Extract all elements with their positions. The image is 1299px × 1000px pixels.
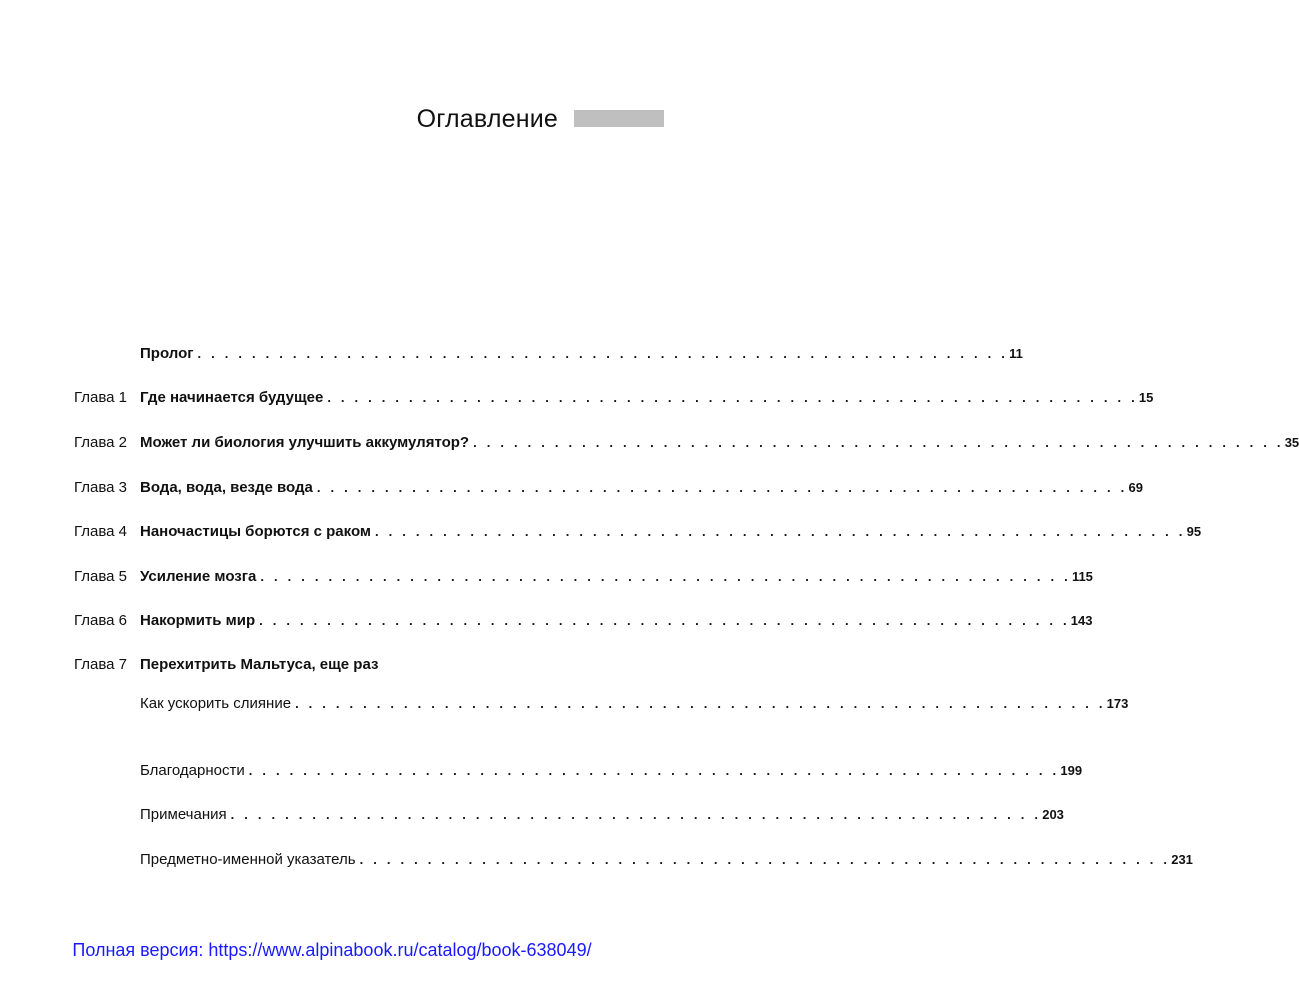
toc-entry (140, 848, 1193, 872)
entry-title: Как ускорить слияние (140, 695, 292, 712)
dot-leader: . . . . . . . . . . . . . . . . . . . . . . . . . . . . . . . . . . . . . . . . . . . . . . . . . . . . . . . . . . . . (248, 763, 1060, 778)
toc-entry (140, 803, 1064, 827)
toc-entry (140, 431, 1299, 455)
dot-leader: . . . . . . . . . . . . . . . . . . . . . . . . . . . . . . . . . . . . . . . . . . . . . . . . . . . . . . . . . . . . (259, 613, 1070, 628)
dot-leader: . . . . . . . . . . . . . . . . . . . . . . . . . . . . . . . . . . . . . . . . . . . . . . . . . . . . . . . . . . . . (316, 480, 1128, 495)
toc-row-chapter-3[interactable] (0, 476, 1143, 500)
toc-entry (140, 692, 1129, 716)
dot-leader: . . . . . . . . . . . . . . . . . . . . . . . . . . . . . . . . . . . . . . . . . . . . . . . . . . . . . . . . . . . . (375, 524, 1186, 539)
chapter-label: Глава 6 (74, 612, 128, 629)
toc-row-chapter-7-sub[interactable] (0, 692, 1129, 716)
page-number: 15 (1138, 390, 1154, 405)
page-title: Оглавление (416, 105, 558, 133)
page-number: 11 (1009, 346, 1023, 361)
title-accent-bar (574, 110, 664, 127)
entry-title: Где начинается будущее (140, 389, 324, 406)
dot-leader: . . . . . . . . . . . . . . . . . . . . . . . . . . . . . . . . . . . . . . . . . . . . . . . . . . . . . . . . . . . . (197, 346, 1009, 361)
entry-title: Усиление мозга (140, 568, 257, 585)
toc-row-chapter-2[interactable] (0, 431, 1299, 455)
dot-leader: . . . . . . . . . . . . . . . . . . . . . . . . . . . . . . . . . . . . . . . . . . . . . . . . . . . . . . . . . . . . (230, 807, 1042, 822)
entry-title: Перехитрить Мальтуса, еще раз (140, 656, 379, 673)
toc-row-chapter-7[interactable] (0, 653, 664, 677)
page-number: 173 (1106, 696, 1129, 711)
toc-row-prologue[interactable] (0, 342, 1023, 366)
dot-leader: . . . . . . . . . . . . . . . . . . . . . . . . . . . . . . . . . . . . . . . . . . . . . . . . . . . . . . . . . . . . (295, 696, 1106, 711)
full-version-link[interactable]: Полная версия: https://www.alpinabook.ru/catalog/book-638049/ (72, 940, 592, 960)
page-number: 95 (1186, 524, 1202, 539)
chapter-label: Глава 7 (74, 656, 128, 673)
chapter-label: Глава 5 (74, 568, 128, 585)
dot-leader: . . . . . . . . . . . . . . . . . . . . . . . . . . . . . . . . . . . . . . . . . . . . . . . . . . . . . . . . . . . . (327, 390, 1138, 405)
page-number: 143 (1070, 613, 1093, 628)
dot-leader: . . . . . . . . . . . . . . . . . . . . . . . . . . . . . . . . . . . . . . . . . . . . . . . . . . . . . . . . . . . . (260, 569, 1071, 584)
entry-title: Вода, вода, везде вода (140, 479, 313, 496)
entry-title: Примечания (140, 806, 227, 823)
entry-title: Пролог (140, 345, 194, 362)
entry-title: Может ли биология улучшить аккумулятор? (140, 434, 470, 451)
toc-row-acknowledgements[interactable] (0, 759, 1083, 783)
page-number: 35 (1284, 435, 1299, 450)
dot-leader: . . . . . . . . . . . . . . . . . . . . . . . . . . . . . . . . . . . . . . . . . . . . . . . . . . . . . . . . . . . . (473, 435, 1284, 450)
entry-title: Накормить мир (140, 612, 256, 629)
page-number: 69 (1128, 480, 1143, 495)
dot-leader: . . . . . . . . . . . . . . . . . . . . . . . . . . . . . . . . . . . . . . . . . . . . . . . . . . . . . . . . . . . . (359, 852, 1171, 867)
toc-entry (140, 565, 1093, 589)
chapter-label: Глава 1 (74, 389, 128, 406)
toc-entry (140, 653, 556, 677)
toc-row-index[interactable] (0, 848, 1193, 872)
toc-row-chapter-5[interactable] (0, 565, 1093, 589)
chapter-label: Глава 3 (74, 479, 128, 496)
toc-entry (140, 759, 1083, 783)
toc-row-chapter-1[interactable] (0, 386, 1154, 410)
toc-row-chapter-6[interactable] (0, 609, 1093, 633)
chapter-label: Глава 4 (74, 523, 128, 540)
toc-entry (140, 476, 1143, 500)
page-number: 199 (1060, 763, 1083, 778)
toc-row-chapter-4[interactable] (0, 520, 1202, 544)
toc-entry (140, 609, 1093, 633)
chapter-label: Глава 2 (74, 434, 128, 451)
toc-row-notes[interactable] (0, 803, 1064, 827)
toc-entry (140, 342, 1023, 366)
entry-title: Благодарности (140, 762, 245, 779)
page-number: 231 (1171, 852, 1193, 867)
toc-entry (140, 520, 1202, 544)
page-number: 203 (1042, 807, 1064, 822)
entry-title: Предметно-именной указатель (140, 851, 356, 868)
toc-entry (140, 386, 1154, 410)
page-number: 115 (1071, 569, 1093, 584)
entry-title: Наночастицы борются с раком (140, 523, 372, 540)
